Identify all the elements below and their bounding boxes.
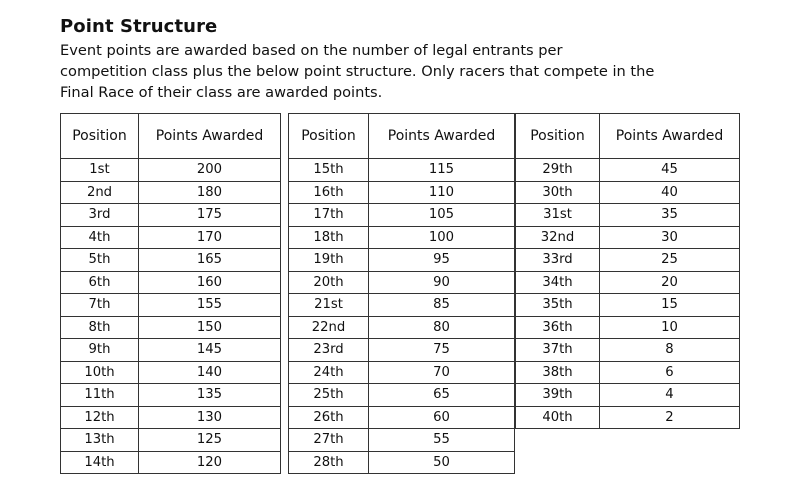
points-cell: 95 [369, 249, 515, 272]
points-cell: 105 [369, 204, 515, 227]
position-cell: 28th [289, 451, 369, 474]
position-cell: 36th [516, 316, 600, 339]
points-cell: 70 [369, 361, 515, 384]
points-cell: 165 [139, 249, 281, 272]
position-cell: 1st [61, 159, 139, 182]
position-cell: 21st [289, 294, 369, 317]
points-table-2 [288, 113, 515, 474]
points-cell: 120 [139, 451, 281, 474]
position-cell: 5th [61, 249, 139, 272]
header-position: Position [61, 114, 139, 159]
points-cell: 140 [139, 361, 281, 384]
points-cell: 175 [139, 204, 281, 227]
points-cell: 15 [600, 294, 740, 317]
points-cell: 60 [369, 406, 515, 429]
table-row [516, 406, 740, 429]
points-cell: 160 [139, 271, 281, 294]
table-row [516, 361, 740, 384]
position-cell: 32nd [516, 226, 600, 249]
points-cell: 200 [139, 159, 281, 182]
position-cell: 15th [289, 159, 369, 182]
position-cell: 24th [289, 361, 369, 384]
points-cell: 80 [369, 316, 515, 339]
table-row [289, 294, 515, 317]
position-cell: 22nd [289, 316, 369, 339]
position-cell: 17th [289, 204, 369, 227]
document-title: Point Structure [60, 16, 218, 37]
table-row [516, 159, 740, 182]
points-cell: 90 [369, 271, 515, 294]
table-row [61, 429, 281, 452]
header-position: Position [516, 114, 600, 159]
table-row [61, 406, 281, 429]
points-cell: 8 [600, 339, 740, 362]
table-row [289, 406, 515, 429]
position-cell: 25th [289, 384, 369, 407]
points-cell: 150 [139, 316, 281, 339]
header-row [61, 114, 281, 159]
points-cell: 75 [369, 339, 515, 362]
position-cell: 26th [289, 406, 369, 429]
table-row [516, 271, 740, 294]
table-row [516, 294, 740, 317]
table-row [289, 451, 515, 474]
table-row [61, 181, 281, 204]
table-row [516, 384, 740, 407]
position-cell: 31st [516, 204, 600, 227]
document-intro [60, 40, 750, 103]
points-cell: 170 [139, 226, 281, 249]
table-row [289, 361, 515, 384]
position-cell: 9th [61, 339, 139, 362]
table-row [289, 429, 515, 452]
position-cell: 6th [61, 271, 139, 294]
points-cell: 45 [600, 159, 740, 182]
intro-line: competition class plus the below point structure. Only racers that compete in the [60, 63, 655, 80]
points-cell: 35 [600, 204, 740, 227]
points-cell: 100 [369, 226, 515, 249]
points-cell: 125 [139, 429, 281, 452]
table-row [289, 271, 515, 294]
points-table-3 [515, 113, 740, 429]
position-cell: 18th [289, 226, 369, 249]
points-cell: 30 [600, 226, 740, 249]
position-cell: 10th [61, 361, 139, 384]
table-row [289, 339, 515, 362]
points-table-1 [60, 113, 281, 474]
position-cell: 2nd [61, 181, 139, 204]
points-cell: 65 [369, 384, 515, 407]
position-cell: 7th [61, 294, 139, 317]
table-row [61, 339, 281, 362]
table-row [516, 181, 740, 204]
points-cell: 20 [600, 271, 740, 294]
position-cell: 11th [61, 384, 139, 407]
points-cell: 6 [600, 361, 740, 384]
points-cell: 85 [369, 294, 515, 317]
table-row [516, 316, 740, 339]
table-row [289, 204, 515, 227]
position-cell: 12th [61, 406, 139, 429]
table-row [61, 159, 281, 182]
position-cell: 8th [61, 316, 139, 339]
position-cell: 34th [516, 271, 600, 294]
position-cell: 4th [61, 226, 139, 249]
header-row [516, 114, 740, 159]
header-points: Points Awarded [600, 114, 740, 159]
points-cell: 55 [369, 429, 515, 452]
position-cell: 40th [516, 406, 600, 429]
header-position: Position [289, 114, 369, 159]
table-row [516, 249, 740, 272]
table-row [61, 249, 281, 272]
points-cell: 50 [369, 451, 515, 474]
table-row [61, 384, 281, 407]
points-cell: 135 [139, 384, 281, 407]
position-cell: 14th [61, 451, 139, 474]
table-row [61, 294, 281, 317]
position-cell: 29th [516, 159, 600, 182]
table-row [289, 249, 515, 272]
points-cell: 25 [600, 249, 740, 272]
table-row [61, 204, 281, 227]
table-row [61, 226, 281, 249]
position-cell: 3rd [61, 204, 139, 227]
position-cell: 19th [289, 249, 369, 272]
table-row [516, 226, 740, 249]
table-row [61, 271, 281, 294]
position-cell: 33rd [516, 249, 600, 272]
points-cell: 155 [139, 294, 281, 317]
points-cell: 40 [600, 181, 740, 204]
intro-line: Event points are awarded based on the number of legal entrants per [60, 42, 563, 59]
points-cell: 115 [369, 159, 515, 182]
table-row [516, 339, 740, 362]
points-cell: 145 [139, 339, 281, 362]
header-points: Points Awarded [139, 114, 281, 159]
table-row [61, 361, 281, 384]
position-cell: 20th [289, 271, 369, 294]
header-row [289, 114, 515, 159]
position-cell: 27th [289, 429, 369, 452]
table-row [61, 316, 281, 339]
points-cell: 110 [369, 181, 515, 204]
points-cell: 10 [600, 316, 740, 339]
position-cell: 35th [516, 294, 600, 317]
table-row [289, 159, 515, 182]
intro-line: Final Race of their class are awarded points. [60, 84, 383, 101]
points-cell: 130 [139, 406, 281, 429]
table-row [289, 316, 515, 339]
table-row [289, 181, 515, 204]
table-row [516, 204, 740, 227]
position-cell: 37th [516, 339, 600, 362]
position-cell: 30th [516, 181, 600, 204]
position-cell: 13th [61, 429, 139, 452]
points-cell: 4 [600, 384, 740, 407]
header-points: Points Awarded [369, 114, 515, 159]
points-cell: 180 [139, 181, 281, 204]
position-cell: 39th [516, 384, 600, 407]
table-row [289, 226, 515, 249]
position-cell: 38th [516, 361, 600, 384]
points-cell: 2 [600, 406, 740, 429]
position-cell: 23rd [289, 339, 369, 362]
position-cell: 16th [289, 181, 369, 204]
table-row [61, 451, 281, 474]
table-row [289, 384, 515, 407]
